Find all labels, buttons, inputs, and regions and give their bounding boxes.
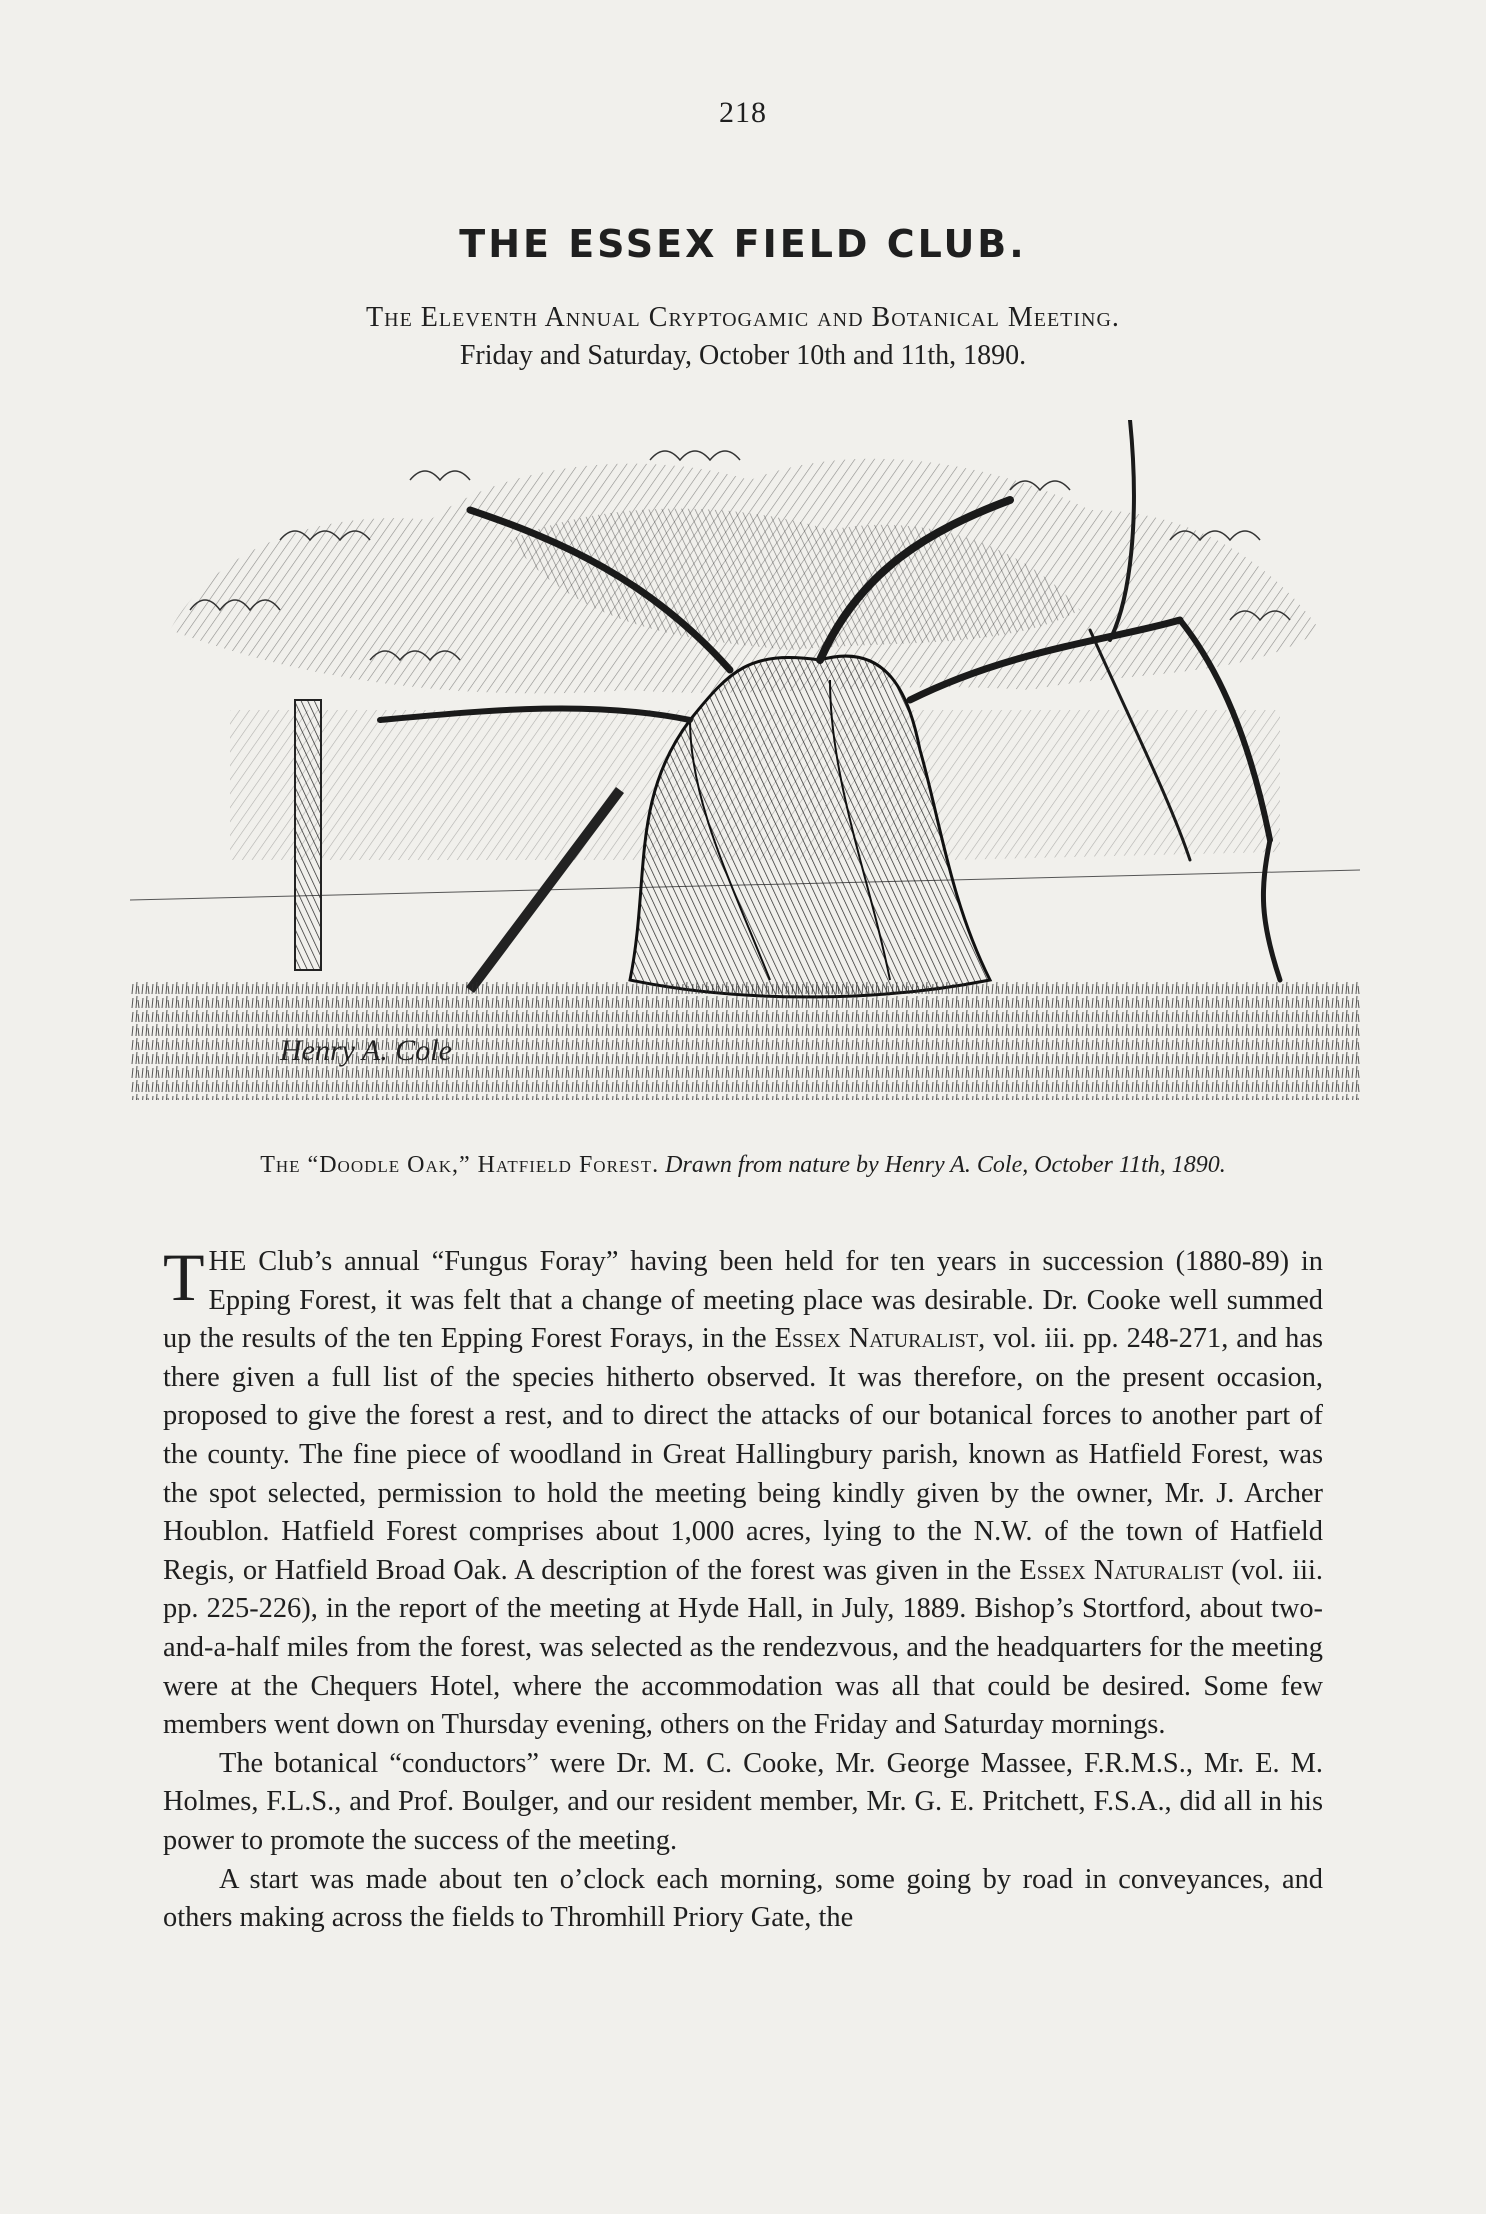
paragraph-1 xyxy=(163,1239,1323,1745)
journal-name: Essex Naturalist xyxy=(1019,1554,1224,1586)
journal-name: Essex Naturalist xyxy=(774,1323,979,1355)
page-title: THE ESSEX FIELD CLUB. xyxy=(459,222,1027,266)
page-number: 218 xyxy=(719,96,767,129)
paragraph-2: The botanical “conductors” were Dr. M. C. Cooke, Mr. George Massee, F.R.M.S., Mr. E. M. Holmes, F.L.S., and Prof. Boulger, and our resident member, Mr. G. E. Pritchett, F.S.A., did all in his power to promote the success of the meeting. xyxy=(163,1747,1323,1856)
doodle-oak-illustration xyxy=(130,420,1360,1120)
paragraph-3: A start was made about ten o’clock each morning, some going by road in conveyances, and others making across the fields to Thromhill Priory Gate, the xyxy=(163,1863,1323,1934)
meeting-title: The Eleventh Annual Cryptogamic and Botanical Meeting. xyxy=(366,302,1120,333)
artist-signature: Henry A. Cole xyxy=(280,1034,452,1067)
paragraph-1-part-a: HE Club’s annual “Fungus Foray” having been held for ten years in succession (1880-89) in Epping Forest, it was felt that a change of meeting place was desirable. Dr. Cooke well summed up the results of the ten Epping Forest Forays, in the xyxy=(163,1246,1323,1355)
caption-credit: Drawn from nature by Henry A. Cole, October 11th, 1890. xyxy=(665,1152,1226,1178)
article-body xyxy=(163,1239,1323,1938)
figure-caption xyxy=(150,1150,1336,1180)
caption-title: The “Doodle Oak,” Hatfield Forest. xyxy=(260,1152,660,1178)
paragraph-1-part-b: , vol. iii. pp. 248-271, and has there given a full list of the species hitherto observed. It was therefore, on the present occasion, proposed to give the forest a rest, and to direct the attacks of our botanical forces to another part of the county. The fine piece of woodland in Great Hallingbury parish, known as Hatfield Forest, was the spot selected, permission to hold the meeting being kindly given by the owner, Mr. J. Archer Houblon. Hatfield Forest comprises about 1,000 acres, lying to the N.W. of the town of Hatfield Regis, or Hatfield Broad Oak. A description of the forest was given in the xyxy=(163,1323,1323,1586)
paragraph-1-part-c: (vol. iii. pp. 225-226), in the report of the meeting at Hyde Hall, in July, 1889. Bishop’s Stortford, about two-and-a-half miles from the forest, was selected as the rendezvous, and the headquarters for the meeting were at the Chequers Hotel, where the accommodation was all that could be desired. Some few members went down on Thursday evening, others on the Friday and Saturday mornings. xyxy=(163,1554,1323,1741)
drop-cap: T xyxy=(163,1239,205,1315)
meeting-date: Friday and Saturday, October 10th and 11th, 1890. xyxy=(459,340,1027,371)
